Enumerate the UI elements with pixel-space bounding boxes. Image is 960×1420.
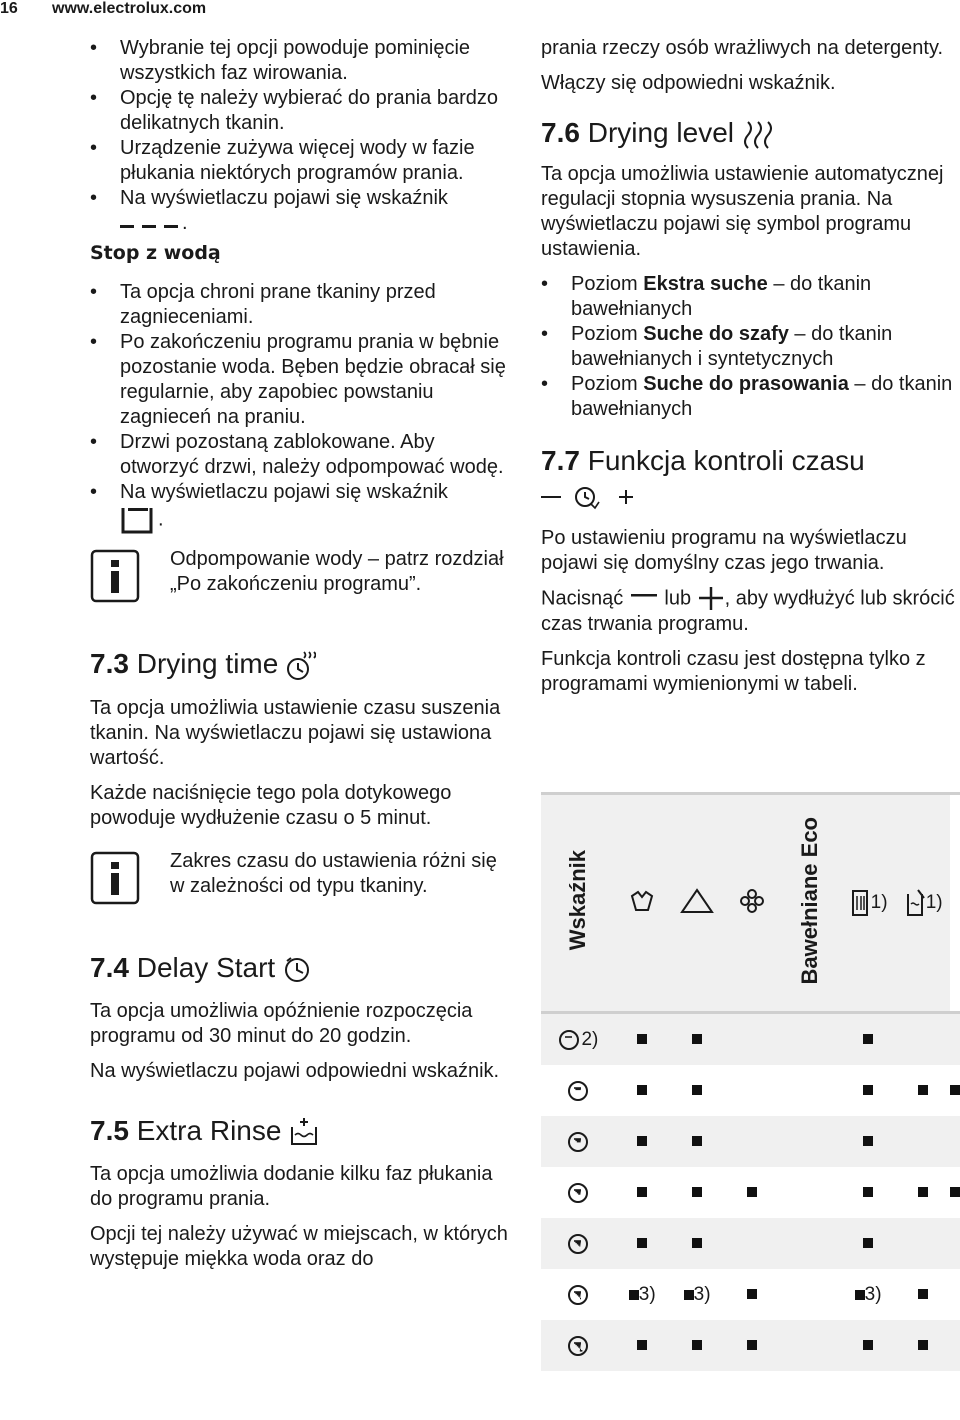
- info-text: Zakres czasu do ustawienia różni się w zależności od typu tkaniny.: [170, 849, 497, 897]
- section-number: 7.4: [90, 951, 129, 983]
- table-cell: [670, 1065, 725, 1116]
- table-cell: [950, 1065, 960, 1116]
- level-pre: Poziom: [571, 373, 644, 395]
- indicator-cell: [541, 1013, 615, 1066]
- section-number: 7.7: [541, 445, 580, 476]
- level-pre: Poziom: [571, 273, 644, 295]
- table-cell: [670, 1167, 725, 1218]
- list-item: • Drzwi pozostaną zablokowane. Aby otworzyć drzwi, należy odpompować wodę.: [90, 430, 510, 480]
- header-cell: [779, 794, 839, 1013]
- list-item: [541, 272, 960, 322]
- indicator-cell: [541, 1218, 615, 1269]
- table-cell: [896, 1167, 950, 1218]
- available-mark: [918, 1187, 928, 1197]
- table-cell: [779, 1116, 839, 1167]
- available-mark: [692, 1187, 702, 1197]
- table-cell: [896, 1116, 950, 1167]
- indicator-line: [90, 211, 510, 239]
- available-mark: [684, 1290, 694, 1300]
- table-cell: [840, 1065, 896, 1116]
- list-item: • Opcję tę należy wybierać do prania bardzo delikatnych tkanin.: [90, 86, 510, 136]
- table-cell: [725, 1218, 780, 1269]
- info-note: [90, 849, 510, 919]
- available-mark: [637, 1238, 647, 1248]
- header-cell: [670, 794, 725, 1013]
- available-mark: [863, 1034, 873, 1044]
- bullet-list-top: [90, 36, 510, 239]
- available-mark: [863, 1340, 873, 1350]
- table-row: [541, 1167, 960, 1218]
- header-cell: [615, 794, 670, 1013]
- table-cell: [896, 1013, 950, 1066]
- header-url: www.electrolux.com: [52, 0, 207, 17]
- header-cell: [725, 794, 780, 1013]
- footnote-mark: 2): [581, 1028, 599, 1050]
- left-column: [90, 36, 510, 1272]
- table-cell: [615, 1269, 670, 1320]
- table-cell: [779, 1013, 839, 1066]
- delicates-icon: [739, 888, 765, 914]
- table-cell: [615, 1013, 670, 1066]
- time-control-symbols: [541, 482, 960, 516]
- available-mark: [863, 1238, 873, 1248]
- table-row: [541, 1218, 960, 1269]
- header-label: Bawełniane Eco: [796, 816, 822, 985]
- indicator-cell: [541, 1116, 615, 1167]
- table-cell: [840, 1116, 896, 1167]
- door-indicator-icon: [120, 505, 158, 535]
- table-cell: [615, 1320, 670, 1371]
- section-title: Extra Rinse: [136, 1114, 282, 1146]
- table-cell: [950, 1320, 960, 1371]
- table-cell: [779, 1065, 839, 1116]
- section-title: Funkcja kontroli czasu: [587, 445, 865, 476]
- available-mark: [950, 1085, 960, 1095]
- list-item: • Po zakończeniu programu prania w bębnie pozostanie woda. Bęben będzie obracał się regularnie, aby zapobiec powstaniu zagnieceń na praniu.: [90, 330, 510, 430]
- indicator-line: [90, 505, 510, 539]
- available-mark: [692, 1034, 702, 1044]
- table-cell: [950, 1269, 960, 1320]
- text-fragment: Nacisnąć: [541, 587, 624, 610]
- available-mark: [637, 1085, 647, 1095]
- paragraph: Ta opcja umożliwia dodanie kilku faz płukania do programu prania.: [90, 1162, 493, 1210]
- available-mark: [637, 1187, 647, 1197]
- table-cell: [950, 1013, 960, 1066]
- available-mark: [855, 1290, 865, 1300]
- header-cell: [541, 794, 615, 1013]
- table-cell: [670, 1013, 725, 1066]
- available-mark: [863, 1187, 873, 1197]
- section-7-6-heading: [541, 116, 960, 150]
- drying-level-icon: [742, 120, 774, 150]
- table-cell: [779, 1269, 839, 1320]
- available-mark: [863, 1136, 873, 1146]
- available-mark: [692, 1340, 702, 1350]
- paragraph: Na wyświetlaczu pojawi odpowiedni wskaźnik.: [90, 1059, 500, 1082]
- table-row: [541, 1065, 960, 1116]
- available-mark: [950, 1187, 960, 1197]
- header-cell: [840, 794, 896, 1013]
- table-cell: [615, 1116, 670, 1167]
- table-cell: [950, 1116, 960, 1167]
- paragraph: Włączy się odpowiedni wskaźnik.: [541, 72, 836, 94]
- section-title: Drying time: [136, 648, 279, 679]
- table-cell: [950, 1218, 960, 1269]
- footnote-mark: 1): [870, 892, 888, 913]
- info-icon: [90, 851, 140, 905]
- table-cell: [779, 1320, 839, 1371]
- page-header: [0, 0, 960, 22]
- table-cell: [725, 1065, 780, 1116]
- paragraph: Ta opcja umożliwia ustawienie czasu suszenia tkanin. Na wyświetlaczu pojawi się ustawiona wartość.: [90, 696, 501, 769]
- list-item: • Wybranie tej opcji powoduje pominięcie wszystkich faz wirowania.: [90, 36, 510, 86]
- period-text: .: [158, 508, 164, 531]
- available-mark: [747, 1340, 757, 1350]
- table-cell: [725, 1269, 780, 1320]
- available-mark: [918, 1340, 928, 1350]
- footnote-mark: 3): [864, 1283, 882, 1305]
- section-title: Delay Start: [136, 951, 276, 983]
- section-title: Drying level: [587, 117, 734, 148]
- time-indicator-icon: [566, 1130, 590, 1154]
- level-post: – do tkanin bawełnianych: [571, 273, 872, 320]
- table-cell: [725, 1116, 780, 1167]
- time-indicator-icon: [566, 1334, 590, 1358]
- time-indicator-icon: [557, 1028, 581, 1052]
- table-cell: [840, 1320, 896, 1371]
- table-row: [541, 1269, 960, 1320]
- level-name: Suche do szafy: [643, 323, 789, 345]
- table-cell: [840, 1218, 896, 1269]
- footnote-mark: 3): [693, 1283, 711, 1305]
- table-cell: [896, 1269, 950, 1320]
- header-label: Wskaźnik: [564, 850, 590, 951]
- paragraph: Ta opcja umożliwia ustawienie automatycznej regulacji stopnia wysuszenia prania. Na wyświetlaczu pojawi się symbol programu ustawienia.: [541, 163, 944, 260]
- text-fragment: , aby wydłużyć lub skrócić czas trwania programu.: [541, 587, 955, 635]
- available-mark: [747, 1187, 757, 1197]
- indicator-cell: [541, 1167, 615, 1218]
- header-cell: [896, 794, 950, 1013]
- paragraph: prania rzeczy osób wrażliwych na detergenty.: [541, 37, 944, 59]
- info-text: Odpompowanie wody – patrz rozdział „Po zakończeniu programu”.: [170, 548, 504, 595]
- section-number: 7.3: [90, 648, 129, 679]
- table-row: [541, 1013, 960, 1066]
- section-7-7-heading: [541, 444, 960, 478]
- drying-time-icon: [286, 650, 316, 682]
- table-cell: [670, 1320, 725, 1371]
- time-control-icon: [541, 482, 641, 512]
- table-cell: [725, 1320, 780, 1371]
- section-number: 7.6: [541, 117, 580, 148]
- section-7-5-heading: [90, 1114, 510, 1148]
- time-indicator-icon: [566, 1283, 590, 1307]
- extra-rinse-icon: [289, 1117, 319, 1147]
- table-cell: [725, 1013, 780, 1066]
- table-cell: [896, 1065, 950, 1116]
- table-cell: [950, 1167, 960, 1218]
- table-cell: [896, 1218, 950, 1269]
- table-cell: [779, 1167, 839, 1218]
- stop-title: Stop z wodą: [90, 242, 221, 264]
- page-number: 16: [0, 0, 18, 17]
- paragraph: [541, 586, 960, 637]
- table-header-row: [541, 794, 960, 1013]
- info-note: [90, 547, 510, 617]
- indicator-cell: [541, 1320, 615, 1371]
- delay-start-icon: [283, 955, 311, 983]
- time-indicator-icon: [566, 1181, 590, 1205]
- period-text: .: [182, 212, 188, 234]
- table-cell: [725, 1167, 780, 1218]
- indicator-cell: [541, 1065, 615, 1116]
- level-name: Ekstra suche: [643, 273, 768, 295]
- drying-level-list: [541, 272, 960, 422]
- right-column: [541, 36, 960, 697]
- table-cell: [615, 1065, 670, 1116]
- footnote-mark: 3): [638, 1283, 656, 1305]
- available-mark: [692, 1136, 702, 1146]
- table-cell: [896, 1320, 950, 1371]
- available-mark: [918, 1289, 928, 1299]
- available-mark: [629, 1290, 639, 1300]
- available-mark: [747, 1289, 757, 1299]
- section-number: 7.5: [90, 1114, 129, 1146]
- time-control-table: [541, 792, 960, 1371]
- text-fragment: lub: [664, 587, 692, 610]
- footnote-mark: 1): [925, 892, 943, 913]
- indicator-cell: [541, 1269, 615, 1320]
- available-mark: [918, 1085, 928, 1095]
- table-body: [541, 1013, 960, 1372]
- cotton-icon: [629, 888, 655, 914]
- level-post: – do tkanin bawełnianych i syntetycznych: [571, 323, 893, 370]
- available-mark: [637, 1340, 647, 1350]
- available-mark: [692, 1085, 702, 1095]
- list-item: • Urządzenie zużywa więcej wody w fazie płukania niektórych programów prania.: [90, 136, 510, 186]
- dashes-indicator-icon: [120, 213, 182, 235]
- table-cell: [670, 1116, 725, 1167]
- table-cell: [615, 1218, 670, 1269]
- table-cell: [670, 1269, 725, 1320]
- section-7-4-heading: [90, 951, 510, 985]
- info-icon: [90, 549, 140, 603]
- table-row: [541, 1116, 960, 1167]
- paragraph: Funkcja kontroli czasu jest dostępna tylko z programami wymienionymi w tabeli.: [541, 648, 926, 695]
- available-mark: [637, 1034, 647, 1044]
- available-mark: [692, 1238, 702, 1248]
- paragraph: Po ustawieniu programu na wyświetlaczu pojawi się domyślny czas jego trwania.: [541, 527, 907, 574]
- paragraph: Każde naciśnięcie tego pola dotykowego powoduje wydłużenie czasu o 5 minut.: [90, 781, 452, 829]
- synthetics-icon: [680, 888, 714, 914]
- table-cell: [615, 1167, 670, 1218]
- table-cell: [779, 1218, 839, 1269]
- paragraph: Ta opcja umożliwia opóźnienie rozpoczęcia programu od 30 minut do 20 godzin.: [90, 999, 473, 1047]
- time-indicator-icon: [566, 1079, 590, 1103]
- hand-wash-icon: [904, 888, 926, 918]
- wool-icon: [849, 888, 871, 918]
- plus-icon: [697, 586, 725, 612]
- table-row: [541, 1320, 960, 1371]
- list-item: [541, 372, 960, 422]
- time-indicator-icon: [566, 1232, 590, 1256]
- table-cell: [670, 1218, 725, 1269]
- available-mark: [637, 1136, 647, 1146]
- paragraph: Opcji tej należy używać w miejscach, w których występuje miękka woda oraz do: [90, 1222, 508, 1270]
- table-cell: [840, 1269, 896, 1320]
- section-7-3-heading: [90, 647, 510, 682]
- list-item: • Na wyświetlaczu pojawi się wskaźnik: [90, 480, 510, 505]
- level-pre: Poziom: [571, 323, 644, 345]
- minus-icon: [629, 588, 659, 610]
- table-cell: [840, 1167, 896, 1218]
- level-post: – do tkanin bawełnianych: [571, 373, 953, 420]
- level-name: Suche do prasowania: [643, 373, 849, 395]
- available-mark: [863, 1085, 873, 1095]
- table-cell: [840, 1013, 896, 1066]
- list-item: [541, 322, 960, 372]
- list-item: • Ta opcja chroni prane tkaniny przed zagnieceniami.: [90, 280, 510, 330]
- list-item: • Na wyświetlaczu pojawi się wskaźnik: [90, 186, 510, 211]
